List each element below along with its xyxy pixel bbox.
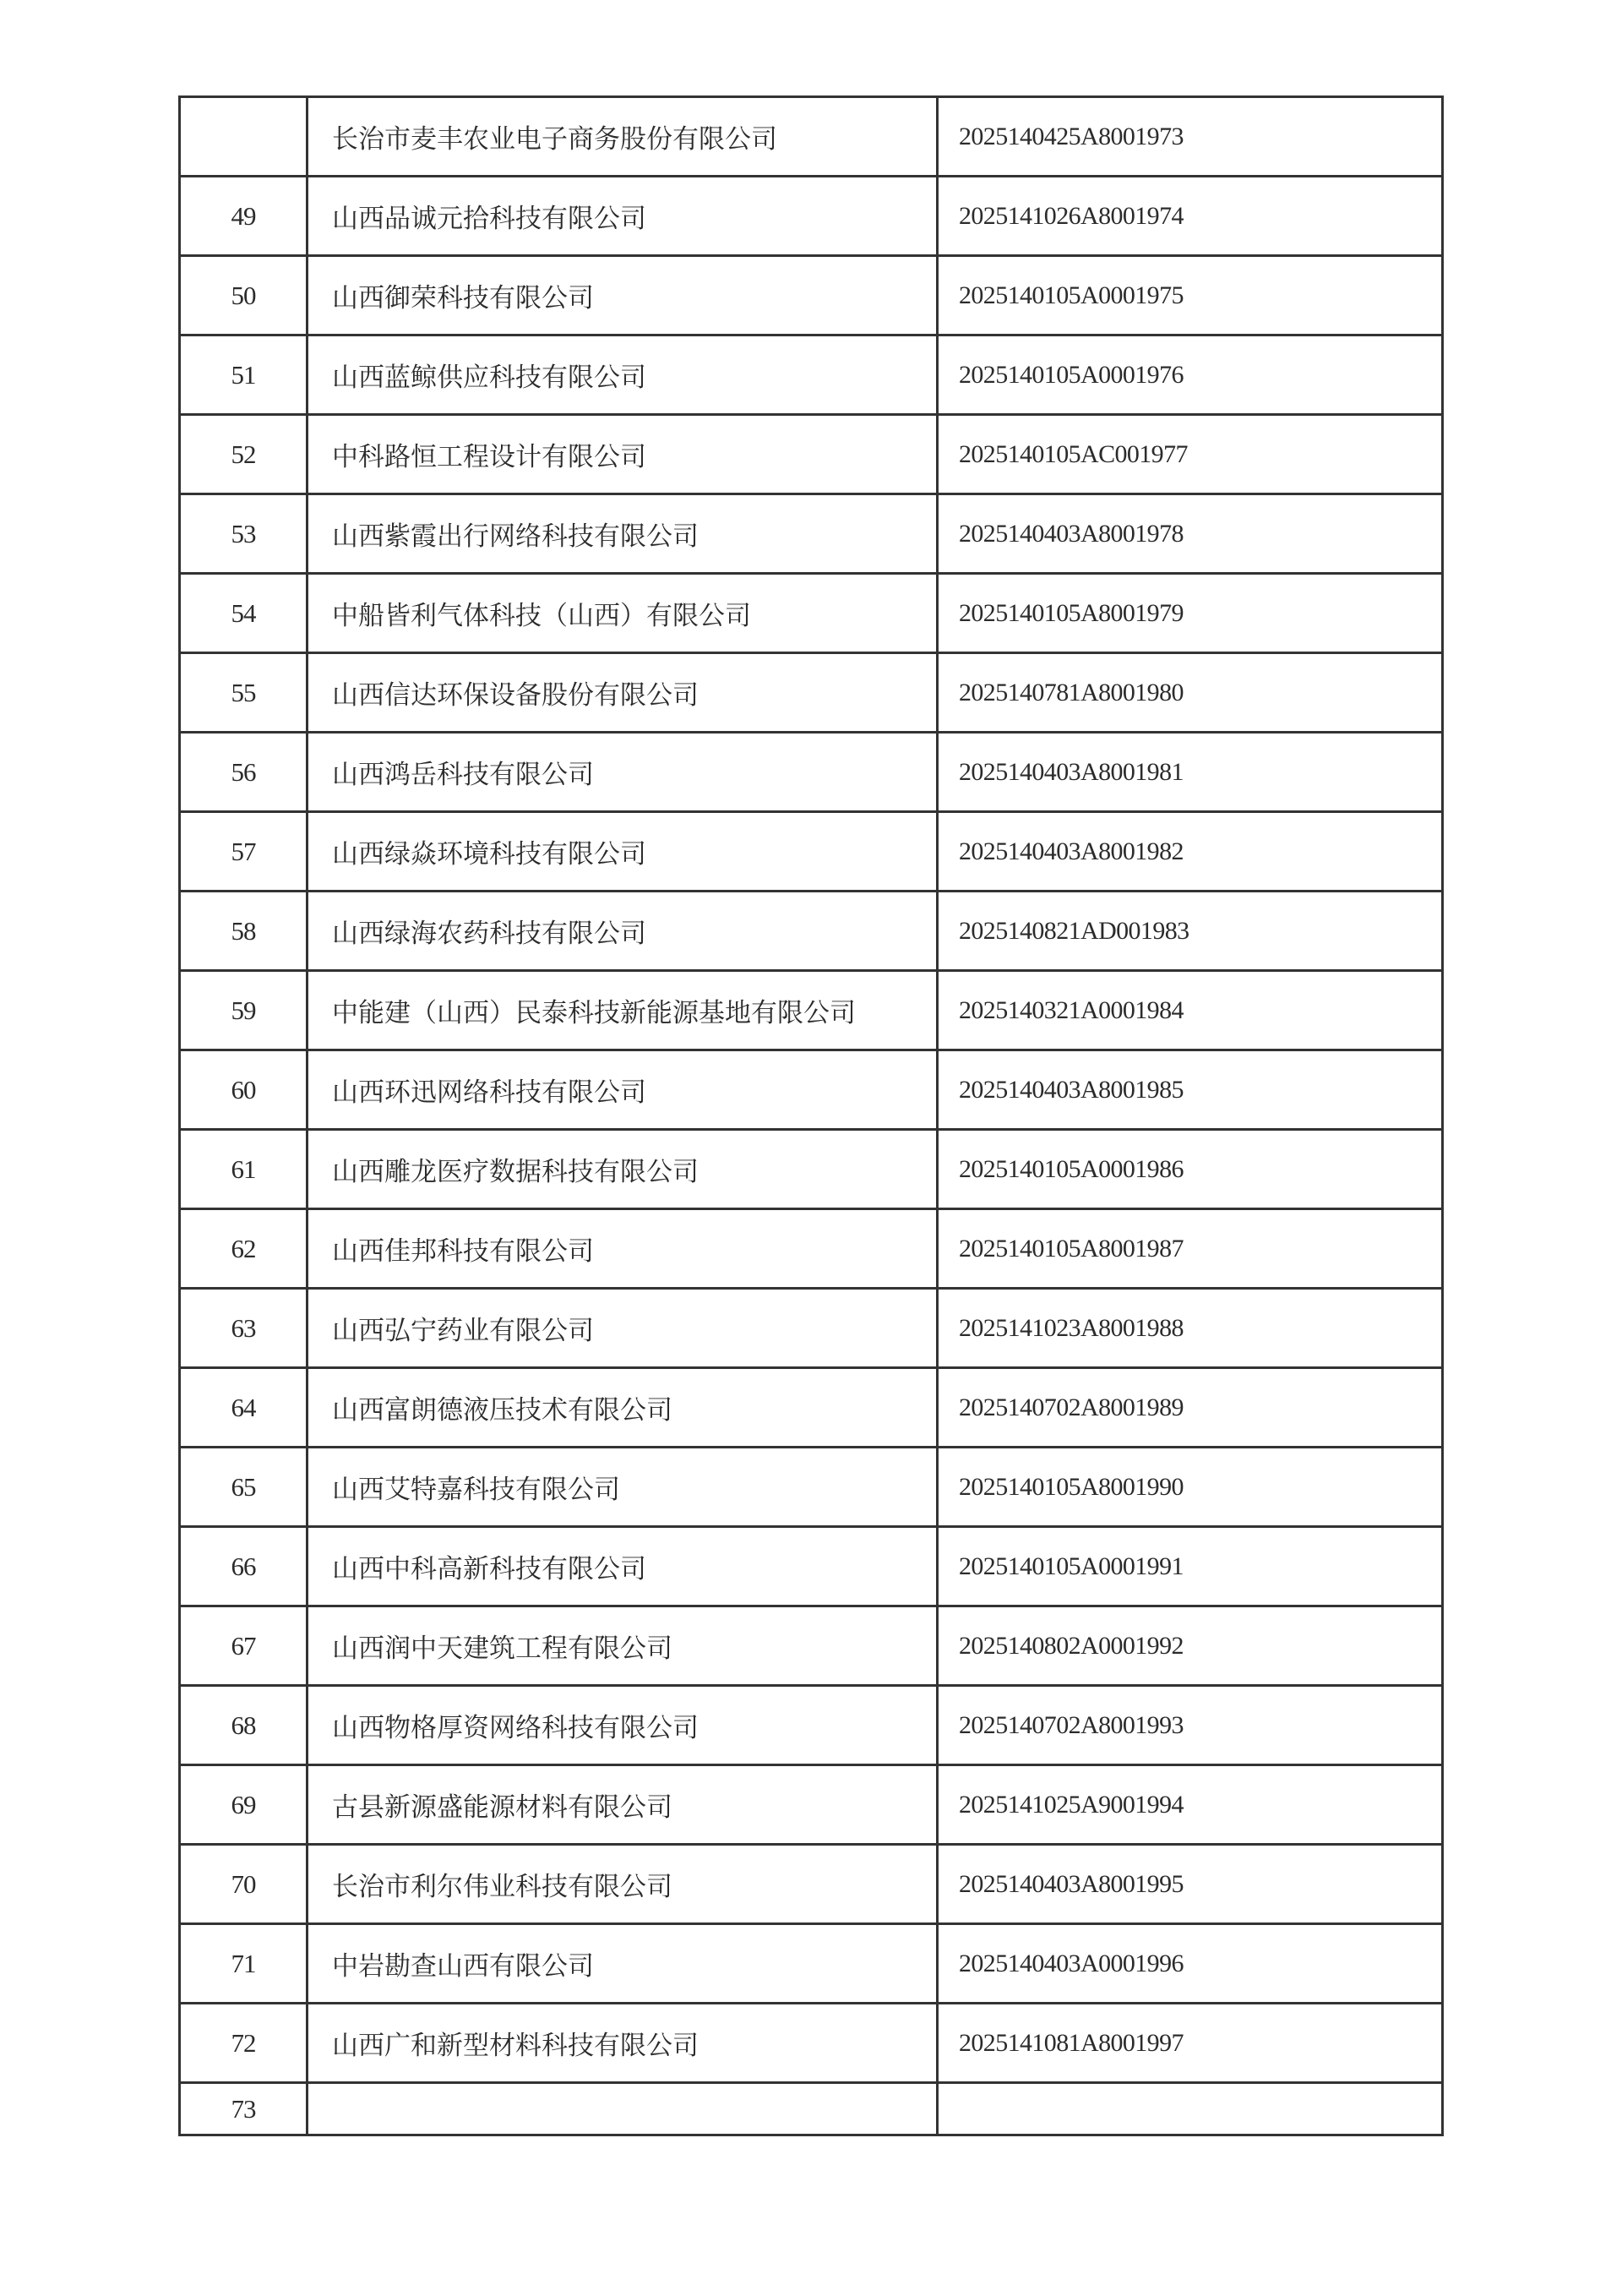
- table-row: [180, 1606, 1443, 1686]
- row-number: 69: [180, 1765, 308, 1845]
- row-number: 52: [180, 415, 308, 494]
- row-number: 57: [180, 812, 308, 892]
- row-number: 71: [180, 1924, 308, 2004]
- company-name: 山西雕龙医疗数据科技有限公司: [308, 1130, 938, 1209]
- row-number: 49: [180, 177, 308, 256]
- table-row: [180, 1845, 1443, 1924]
- row-number: 60: [180, 1050, 308, 1130]
- table-row: [180, 494, 1443, 574]
- registration-code: 2025140781A8001980: [938, 653, 1443, 733]
- registration-code: 2025140105A8001987: [938, 1209, 1443, 1289]
- registration-code: 2025140105AC001977: [938, 415, 1443, 494]
- company-name: 长治市麦丰农业电子商务股份有限公司: [308, 97, 938, 177]
- registration-code: 2025140403A8001995: [938, 1845, 1443, 1924]
- registration-code: 2025140403A0001996: [938, 1924, 1443, 2004]
- company-name: 中科路恒工程设计有限公司: [308, 415, 938, 494]
- table-row: [180, 892, 1443, 971]
- table-row: [180, 812, 1443, 892]
- company-name: 山西绿焱环境科技有限公司: [308, 812, 938, 892]
- table-row: [180, 1368, 1443, 1448]
- company-name: 山西润中天建筑工程有限公司: [308, 1606, 938, 1686]
- registration-code: 2025140403A8001985: [938, 1050, 1443, 1130]
- registration-code: 2025141023A8001988: [938, 1289, 1443, 1368]
- table-row: [180, 97, 1443, 177]
- row-number: 68: [180, 1686, 308, 1765]
- table-row: [180, 177, 1443, 256]
- row-number: 55: [180, 653, 308, 733]
- table-row: [180, 2083, 1443, 2135]
- row-number: 72: [180, 2004, 308, 2083]
- row-number: [180, 97, 308, 177]
- company-name: 山西佳邦科技有限公司: [308, 1209, 938, 1289]
- row-number: 65: [180, 1448, 308, 1527]
- row-number: 62: [180, 1209, 308, 1289]
- company-name: 长治市利尔伟业科技有限公司: [308, 1845, 938, 1924]
- registration-code: 2025140403A8001981: [938, 733, 1443, 812]
- company-list-table: [178, 95, 1444, 2136]
- table-row: [180, 733, 1443, 812]
- table-row: [180, 971, 1443, 1050]
- row-number: 67: [180, 1606, 308, 1686]
- table-row: [180, 1924, 1443, 2004]
- company-name: 山西鸿岳科技有限公司: [308, 733, 938, 812]
- registration-code: 2025141081A8001997: [938, 2004, 1443, 2083]
- row-number: 61: [180, 1130, 308, 1209]
- registration-code: 2025140105A8001979: [938, 574, 1443, 653]
- company-name: 中能建（山西）民泰科技新能源基地有限公司: [308, 971, 938, 1050]
- company-name: 山西广和新型材料科技有限公司: [308, 2004, 938, 2083]
- registration-code: 2025140105A0001976: [938, 335, 1443, 415]
- table-row: [180, 415, 1443, 494]
- table-row: [180, 653, 1443, 733]
- registration-code: 2025140105A0001975: [938, 256, 1443, 335]
- table-row: [180, 1765, 1443, 1845]
- row-number: 63: [180, 1289, 308, 1368]
- row-number: 50: [180, 256, 308, 335]
- table-row: [180, 1209, 1443, 1289]
- table-row: [180, 574, 1443, 653]
- registration-code: 2025141025A9001994: [938, 1765, 1443, 1845]
- table-row: [180, 2004, 1443, 2083]
- row-number: 56: [180, 733, 308, 812]
- row-number: 54: [180, 574, 308, 653]
- registration-code: 2025140702A8001993: [938, 1686, 1443, 1765]
- registration-code: 2025140321A0001984: [938, 971, 1443, 1050]
- company-name: 中岩勘查山西有限公司: [308, 1924, 938, 2004]
- table-row: [180, 1289, 1443, 1368]
- registration-code: 2025140821AD001983: [938, 892, 1443, 971]
- company-name: 古县新源盛能源材料有限公司: [308, 1765, 938, 1845]
- table-body: [180, 97, 1443, 2135]
- table-row: [180, 1686, 1443, 1765]
- row-number: 58: [180, 892, 308, 971]
- row-number: 59: [180, 971, 308, 1050]
- registration-code: 2025140425A8001973: [938, 97, 1443, 177]
- row-number: 66: [180, 1527, 308, 1606]
- registration-code: 2025140105A0001986: [938, 1130, 1443, 1209]
- registration-code: 2025140403A8001982: [938, 812, 1443, 892]
- table-row: [180, 256, 1443, 335]
- company-name: 山西绿海农药科技有限公司: [308, 892, 938, 971]
- company-name: 山西蓝鲸供应科技有限公司: [308, 335, 938, 415]
- company-name: 山西御荣科技有限公司: [308, 256, 938, 335]
- row-number: 73: [180, 2083, 308, 2135]
- registration-code: 2025140105A0001991: [938, 1527, 1443, 1606]
- table-row: [180, 1050, 1443, 1130]
- company-name: 山西弘宁药业有限公司: [308, 1289, 938, 1368]
- registration-code: [938, 2083, 1443, 2135]
- company-name: [308, 2083, 938, 2135]
- registration-code: 2025140702A8001989: [938, 1368, 1443, 1448]
- row-number: 64: [180, 1368, 308, 1448]
- row-number: 70: [180, 1845, 308, 1924]
- company-name: 山西艾特嘉科技有限公司: [308, 1448, 938, 1527]
- company-name: 中船皆利气体科技（山西）有限公司: [308, 574, 938, 653]
- company-name: 山西中科高新科技有限公司: [308, 1527, 938, 1606]
- row-number: 51: [180, 335, 308, 415]
- company-name: 山西紫霞出行网络科技有限公司: [308, 494, 938, 574]
- table-row: [180, 335, 1443, 415]
- registration-code: 2025140802A0001992: [938, 1606, 1443, 1686]
- company-name: 山西环迅网络科技有限公司: [308, 1050, 938, 1130]
- row-number: 53: [180, 494, 308, 574]
- table-row: [180, 1527, 1443, 1606]
- company-name: 山西品诚元拾科技有限公司: [308, 177, 938, 256]
- company-name: 山西信达环保设备股份有限公司: [308, 653, 938, 733]
- table-row: [180, 1448, 1443, 1527]
- company-name: 山西富朗德液压技术有限公司: [308, 1368, 938, 1448]
- registration-code: 2025140403A8001978: [938, 494, 1443, 574]
- company-name: 山西物格厚资网络科技有限公司: [308, 1686, 938, 1765]
- registration-code: 2025141026A8001974: [938, 177, 1443, 256]
- table-row: [180, 1130, 1443, 1209]
- registration-code: 2025140105A8001990: [938, 1448, 1443, 1527]
